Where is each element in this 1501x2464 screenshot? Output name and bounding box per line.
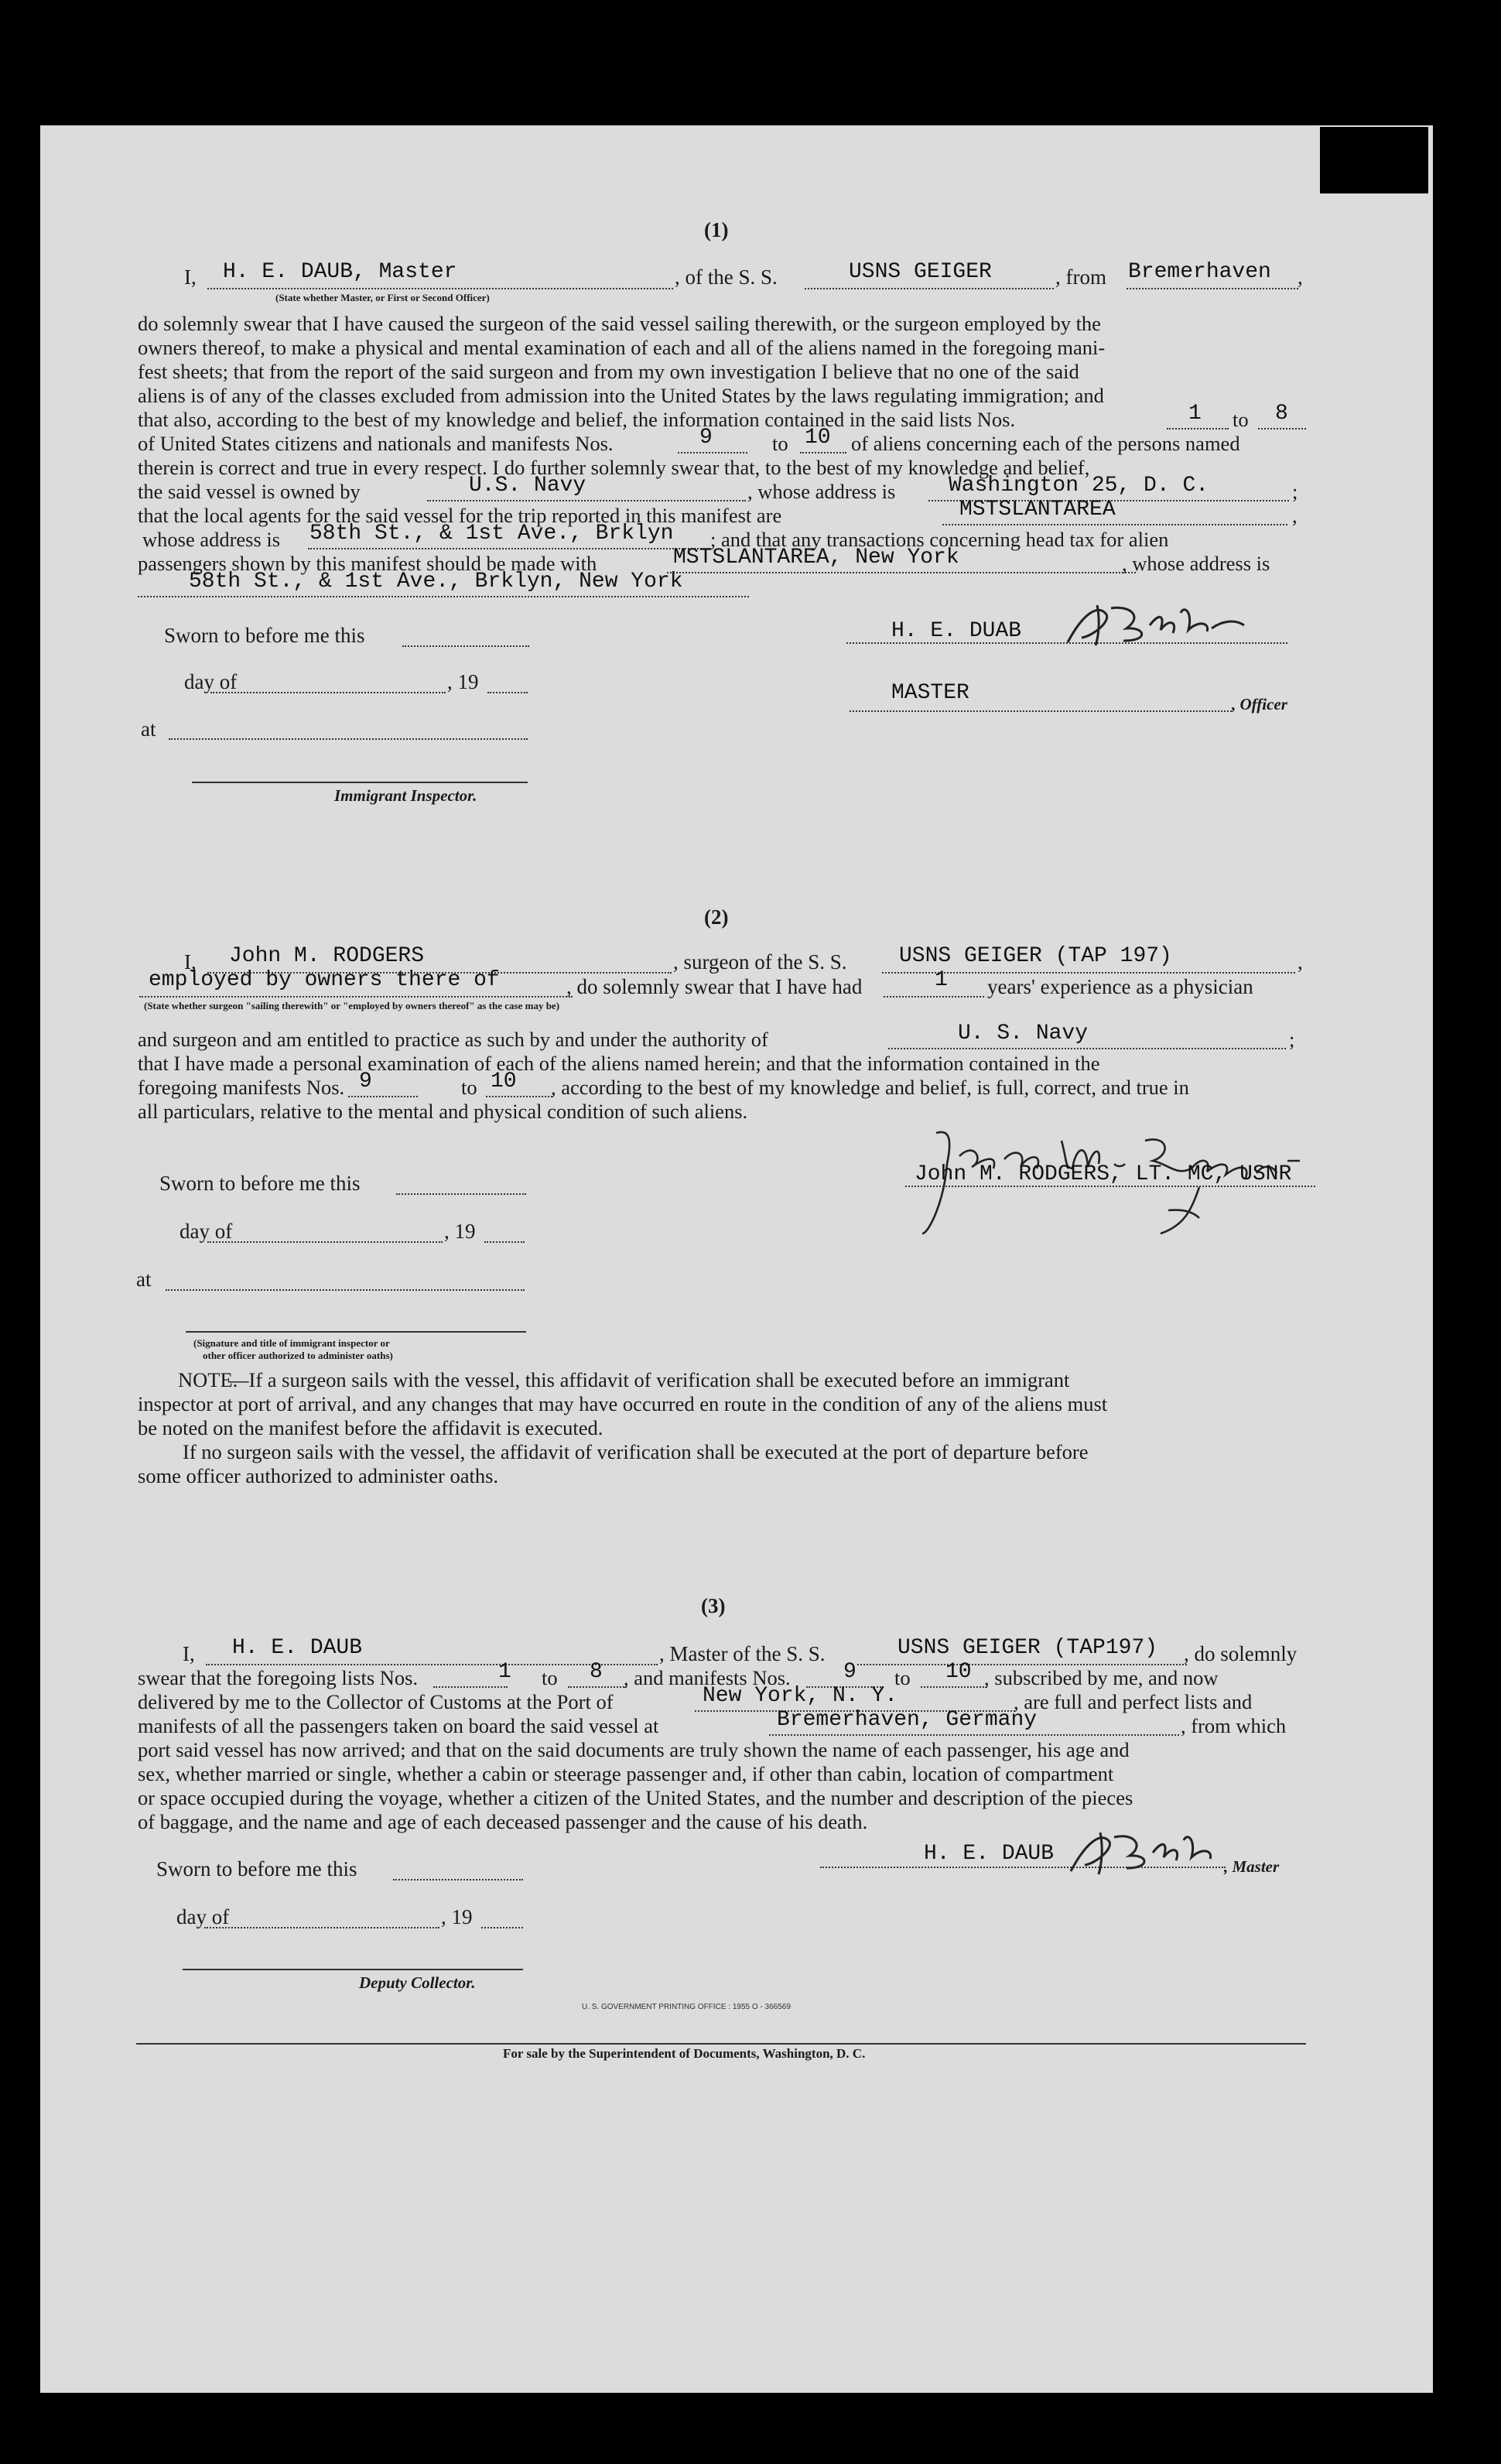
comma: , xyxy=(1292,504,1298,527)
surgeon-name-field: John M. RODGERS xyxy=(229,944,425,968)
body-line: that I have made a personal examination of each of the aliens named herein; and that the information contained in the xyxy=(138,1052,1100,1075)
comma: , xyxy=(1298,950,1303,974)
manifest-to-field: 10 xyxy=(805,426,831,450)
i-label: I, xyxy=(184,265,197,289)
note-line: some officer authorized to administer oaths. xyxy=(138,1464,499,1487)
boarding-label: manifests of all the passengers taken on board the said vessel at xyxy=(138,1714,659,1737)
semicolon: ; xyxy=(1289,1028,1295,1051)
master-name-field: H. E. DAUB, Master xyxy=(223,260,457,284)
body-line: or space occupied during the voyage, whether a citizen of the United States, and the number and description of the pieces xyxy=(138,1786,1133,1809)
signature-hint: (Signature and title of immigrant inspector or xyxy=(193,1337,390,1349)
sworn-line xyxy=(396,1193,526,1195)
tax-agent-line xyxy=(667,572,1136,573)
sale-notice: For sale by the Superintendent of Documents, Washington, D. C. xyxy=(503,2046,866,2061)
manifest-from-field: 9 xyxy=(843,1660,856,1684)
vessel-field: USNS GEIGER (TAP197) xyxy=(898,1636,1158,1660)
year-line xyxy=(487,692,528,693)
owner-address-field: Washington 25, D. C. xyxy=(949,474,1209,498)
footer-rule xyxy=(136,2043,1306,2045)
body-line: , subscribed by me, and now xyxy=(984,1666,1219,1689)
at-line xyxy=(166,1289,525,1291)
to-label: to xyxy=(1233,408,1249,431)
boarding-port-line xyxy=(769,1734,1179,1736)
comma: , xyxy=(1298,265,1303,289)
vessel-field: USNS GEIGER xyxy=(849,260,992,284)
authority-field: U. S. Navy xyxy=(958,1022,1089,1045)
manifest-to-line xyxy=(921,1686,987,1688)
to-label: to xyxy=(894,1666,911,1689)
day-line xyxy=(207,1241,443,1243)
lists-from-field: 1 xyxy=(1188,402,1202,426)
sworn-line xyxy=(393,1879,523,1881)
years-label: years' experience as a physician xyxy=(987,975,1253,998)
port-line xyxy=(1127,288,1298,289)
body-line: ; and that any transactions concerning head tax for alien xyxy=(710,528,1169,551)
signer-name: H. E. DUAB xyxy=(891,619,1022,643)
note-line: inspector at port of arrival, and any changes that may have occurred en route in the condition of any of the aliens must xyxy=(138,1392,1108,1415)
agents-address-line xyxy=(308,548,710,549)
whose-address-label: whose address is xyxy=(142,528,281,551)
year-label: , 19 xyxy=(444,1220,476,1243)
day-of-label: day of xyxy=(176,1905,230,1928)
i-label: I, xyxy=(184,950,197,974)
collector-label: Deputy Collector. xyxy=(359,1973,476,1992)
tax-agent-field: MSTSLANTAREA, New York xyxy=(673,546,959,570)
customs-port-field: New York, N. Y. xyxy=(703,1684,898,1708)
master-line xyxy=(207,288,673,289)
signature-line xyxy=(905,1186,1315,1187)
manifests-label: , and manifests Nos. xyxy=(624,1666,791,1689)
day-line xyxy=(204,1927,439,1928)
day-of-label: day of xyxy=(180,1220,233,1243)
manifest-to-field: 10 xyxy=(491,1069,517,1093)
manifest-from-line xyxy=(348,1096,418,1097)
body-line: aliens is of any of the classes excluded from admission into the United States by the laws regulating immigration; and xyxy=(138,384,1104,407)
lists-to-line xyxy=(568,1686,627,1688)
lists-label: swear that the foregoing lists Nos. xyxy=(138,1666,419,1689)
master-of-label: , Master of the S. S. xyxy=(659,1642,826,1665)
year-label: , 19 xyxy=(441,1905,473,1928)
agents-line xyxy=(942,524,1287,525)
lists-from-line xyxy=(1167,428,1229,429)
note-line: be noted on the manifest before the affidavit is executed. xyxy=(138,1416,603,1439)
departure-port-field: Bremerhaven xyxy=(1128,260,1271,284)
manifest-from-line xyxy=(678,452,747,453)
customs-label: delivered by me to the Collector of Customs at the Port of xyxy=(138,1690,614,1713)
note-line: —If a surgeon sails with the vessel, this affidavit of verification shall be executed before an immigrant xyxy=(228,1368,1070,1391)
vessel-line xyxy=(805,288,1054,289)
master-signature xyxy=(1052,597,1284,652)
manifest-from-field: 9 xyxy=(699,426,713,450)
agents-label: that the local agents for the said vessel for the trip reported in this manifest are xyxy=(138,504,782,527)
body-line: port said vessel has now arrived; and that on the said documents are truly shown the name of each passenger, his age and xyxy=(138,1738,1130,1761)
lists-from-field: 1 xyxy=(498,1660,511,1684)
body-line: that also, according to the best of my knowledge and belief, the information contained in the said lists Nos. xyxy=(138,408,1016,431)
to-label: to xyxy=(461,1076,477,1099)
to-label: to xyxy=(542,1666,558,1689)
address-label: , whose address is xyxy=(747,480,896,503)
body-line: therein is correct and true in every respect. I do further solemnly swear that, to the best of my knowledge and belief, xyxy=(138,456,1090,479)
lists-from-line xyxy=(433,1686,508,1688)
do-solemnly-label: , do solemnly xyxy=(1184,1642,1298,1665)
master-hint: (State whether Master, or First or Second Officer) xyxy=(275,292,490,303)
body-line: of baggage, and the name and age of each deceased passenger and the cause of his death. xyxy=(138,1810,868,1833)
whose-address-label: , whose address is xyxy=(1122,552,1270,575)
sworn-label: Sworn to before me this xyxy=(164,624,365,647)
body-line: , from which xyxy=(1181,1714,1287,1737)
employment-hint: (State whether surgeon "sailing therewith" or "employed by owners thereof" as the case may be) xyxy=(144,1000,560,1011)
master-signature xyxy=(1060,1823,1246,1885)
at-label: at xyxy=(141,717,156,741)
employment-line xyxy=(139,996,573,998)
semicolon: ; xyxy=(1292,480,1298,503)
from-label: , from xyxy=(1055,265,1106,289)
gpo-imprint: U. S. GOVERNMENT PRINTING OFFICE : 1955 O - 366569 xyxy=(582,2003,791,2011)
inspector-label: Immigrant Inspector. xyxy=(334,786,477,805)
head-tax-label: passengers shown by this manifest should be made with xyxy=(138,552,597,575)
sworn-label: Sworn to before me this xyxy=(159,1172,361,1195)
agents-address-field: 58th St., & 1st Ave., Brklyn xyxy=(309,522,674,546)
master-label: , Master xyxy=(1224,1857,1280,1876)
manifest-to-line xyxy=(800,452,846,453)
employment-field: employed by owners there of xyxy=(149,968,500,992)
surgeon-signer-name: John M. RODGERS, LT. MC, USNR xyxy=(915,1162,1292,1186)
manifest-to-field: 10 xyxy=(945,1660,972,1684)
day-line xyxy=(210,692,446,693)
body-line: sex, whether married or single, whether a cabin or steerage passenger and, if other than cabin, location of compartment xyxy=(138,1762,1114,1785)
master-name-field: H. E. DAUB xyxy=(232,1636,363,1660)
tax-address-line xyxy=(138,596,749,597)
manifest-from-field: 9 xyxy=(359,1069,372,1093)
authority-line xyxy=(888,1048,1286,1049)
of-ss-label: , of the S. S. xyxy=(675,265,778,289)
lists-to-field: 8 xyxy=(590,1660,603,1684)
body-line: of United States citizens and nationals and manifests Nos. xyxy=(138,432,614,455)
agents-field: MSTSLANTAREA xyxy=(959,498,1116,522)
body-line: all particulars, relative to the mental and physical condition of such aliens. xyxy=(138,1100,748,1123)
boarding-port-field: Bremerhaven, Germany xyxy=(777,1708,1038,1732)
owned-by-label: the said vessel is owned by xyxy=(138,480,361,503)
lists-to-field: 8 xyxy=(1275,402,1288,426)
body-line: , are full and perfect lists and xyxy=(1014,1690,1253,1713)
i-label: I, xyxy=(183,1642,195,1665)
day-of-label: day of xyxy=(184,670,238,693)
year-line xyxy=(484,1241,525,1243)
note-line: If no surgeon sails with the vessel, the affidavit of verification shall be executed at the port of departure before xyxy=(183,1440,1089,1463)
years-line xyxy=(884,996,984,998)
to-label: to xyxy=(772,432,788,455)
body-line: owners thereof, to make a physical and mental examination of each and all of the aliens named in the foregoing mani- xyxy=(138,336,1106,359)
owner-field: U.S. Navy xyxy=(469,474,586,498)
owner-line xyxy=(427,500,746,501)
body-line: , according to the best of my knowledge and belief, is full, correct, and true in xyxy=(551,1076,1189,1099)
vessel-line xyxy=(857,1664,1187,1665)
inspector-line xyxy=(186,1331,526,1333)
year-line xyxy=(481,1927,523,1928)
section-2-heading: (2) xyxy=(704,905,729,929)
years-field: 1 xyxy=(935,968,948,992)
sworn-line xyxy=(402,645,529,647)
vessel-field: USNS GEIGER (TAP 197) xyxy=(899,944,1172,968)
signature-hint: other officer authorized to administer oaths) xyxy=(203,1350,393,1361)
surgeon-of-label: , surgeon of the S. S. xyxy=(673,950,847,974)
at-label: at xyxy=(136,1268,152,1291)
officer-title-field: MASTER xyxy=(891,681,969,705)
at-line xyxy=(169,738,528,740)
year-label: , 19 xyxy=(447,670,479,693)
manifest-to-line xyxy=(486,1096,552,1097)
note-label: NOTE. xyxy=(178,1368,238,1391)
body-line: do solemnly swear that I have caused the surgeon of the said vessel sailing therewith, or the surgeon employed by the xyxy=(138,312,1101,335)
sworn-label: Sworn to before me this xyxy=(156,1857,357,1881)
manifests-label: foregoing manifests Nos. xyxy=(138,1076,345,1099)
swear-label: , do solemnly swear that I have had xyxy=(566,975,863,998)
master-signer-name: H. E. DAUB xyxy=(924,1842,1055,1866)
officer-label: , Officer xyxy=(1232,695,1287,714)
collector-line xyxy=(183,1969,523,1970)
section-3-heading: (3) xyxy=(701,1594,726,1617)
tax-address-field: 58th St., & 1st Ave., Brklyn, New York xyxy=(189,570,683,594)
signature-line xyxy=(820,1867,1226,1868)
title-line xyxy=(850,710,1232,712)
body-line: of aliens concerning each of the persons named xyxy=(851,432,1240,455)
authority-label: and surgeon and am entitled to practice as such by and under the authority of xyxy=(138,1028,768,1051)
inspector-line xyxy=(192,782,528,783)
corner-tab xyxy=(1320,127,1428,193)
body-line: fest sheets; that from the report of the said surgeon and from my own investigation I believe that no one of the said xyxy=(138,360,1079,383)
lists-to-line xyxy=(1258,428,1306,429)
section-1-heading: (1) xyxy=(704,218,729,241)
